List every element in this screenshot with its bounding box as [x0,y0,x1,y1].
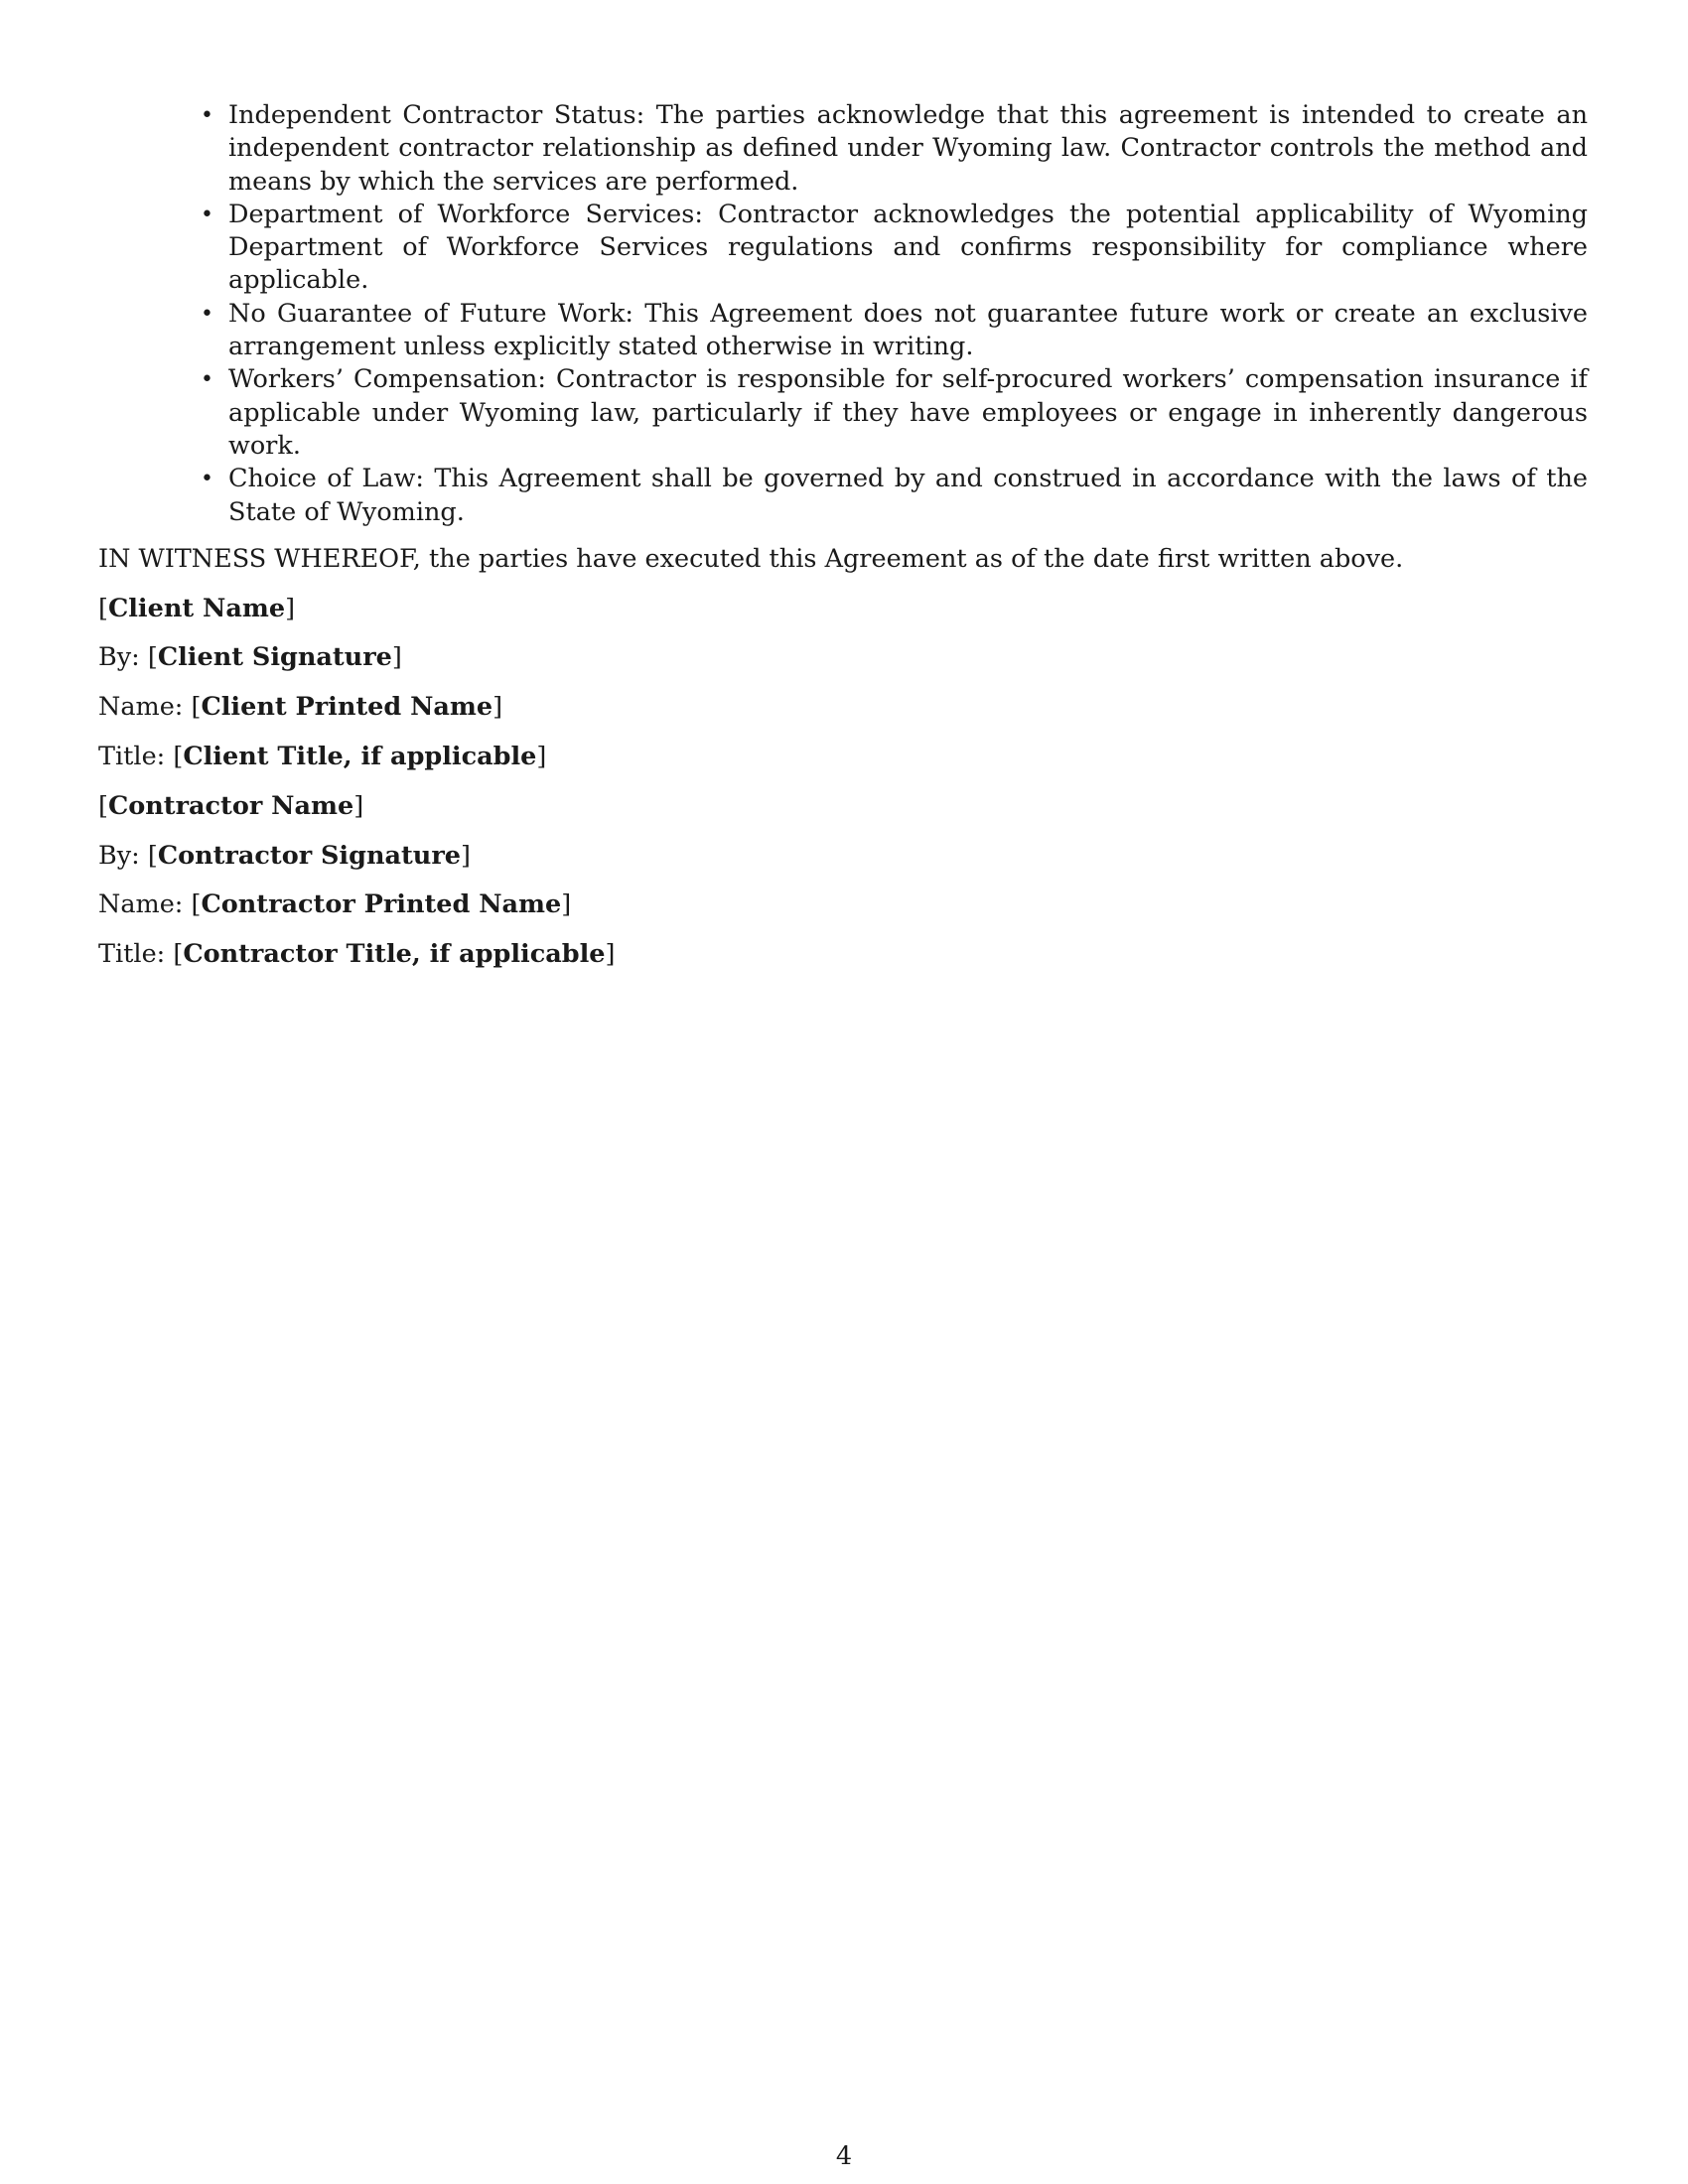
title-label: Title: [98,939,166,970]
contractor-title: Contractor Title, if applicable [183,939,606,970]
contractor-name-line: [Contractor Name] [98,790,364,821]
client-signature-line: By: [Client Signature] [98,642,402,673]
clause-text: Contractor acknowledges the potential applicability of Wyoming Department of Workforce Services regulations and confirms responsibility for compliance where applicable. [228,199,1589,296]
by-label: By: [98,840,140,871]
page-content [98,99,1588,972]
client-title: Client Title, if applicable [183,742,537,772]
contractor-printed-name-line: Name: [Contractor Printed Name] [98,889,572,920]
list-item [201,199,1589,298]
contractor-printed-name: Contractor Printed Name [201,889,562,920]
witness-statement: IN WITNESS WHEREOF, the parties have executed this Agreement as of the date first written above. [98,543,1404,574]
list-item [201,463,1588,529]
client-title-line: Title: [Client Title, if applicable] [98,742,547,772]
clause-text: The parties acknowledge that this agreement is intended to create an independent contractor relationship as defined under Wyoming law. Contractor controls the method and means by which the services are performed. [228,100,1588,197]
contractor-title-line: Title: [Contractor Title, if applicable] [98,939,616,970]
client-printed-name-line: Name: [Client Printed Name] [98,692,503,723]
clause-text: Contractor is responsible for self-procured workers’ compensation insurance if applicable under Wyoming law, particularly if they have employees or engage in inherently dangerous work. [228,364,1588,461]
list-item [201,298,1588,364]
clause-heading: Workers’ Compensation: [228,364,546,395]
client-name-line: [Client Name] [98,593,296,623]
client-printed-name: Client Printed Name [201,692,493,723]
by-label: By: [98,642,140,673]
bullet-icon: • [201,301,213,327]
clause-heading: Department of Workforce Services: [228,199,703,229]
clause-text: This Agreement does not guarantee future work or create an exclusive arrangement unless explicitly stated otherwise in writing. [228,298,1588,362]
bullet-icon: • [201,202,213,227]
clause-heading: Choice of Law: [228,464,424,494]
title-label: Title: [98,742,166,772]
name-label: Name: [98,889,184,920]
client-name: Client Name [107,593,286,623]
contractor-signature: Contractor Signature [157,840,461,871]
clause-text: This Agreement shall be governed by and construed in accordance with the laws of the State of Wyoming. [228,464,1588,527]
contractor-signature-line: By: [Contractor Signature] [98,840,471,871]
page-number: 4 [835,2141,853,2171]
bullet-icon: • [201,467,213,492]
list-item [201,99,1588,199]
client-signature: Client Signature [157,642,392,673]
bullet-icon: • [201,367,213,393]
list-item [201,363,1588,463]
name-label: Name: [98,692,184,723]
clause-list [98,99,1588,529]
clause-heading: Independent Contractor Status: [228,100,645,130]
bullet-icon: • [201,103,213,128]
contractor-name: Contractor Name [107,790,354,821]
clause-heading: No Guarantee of Future Work: [228,298,633,329]
